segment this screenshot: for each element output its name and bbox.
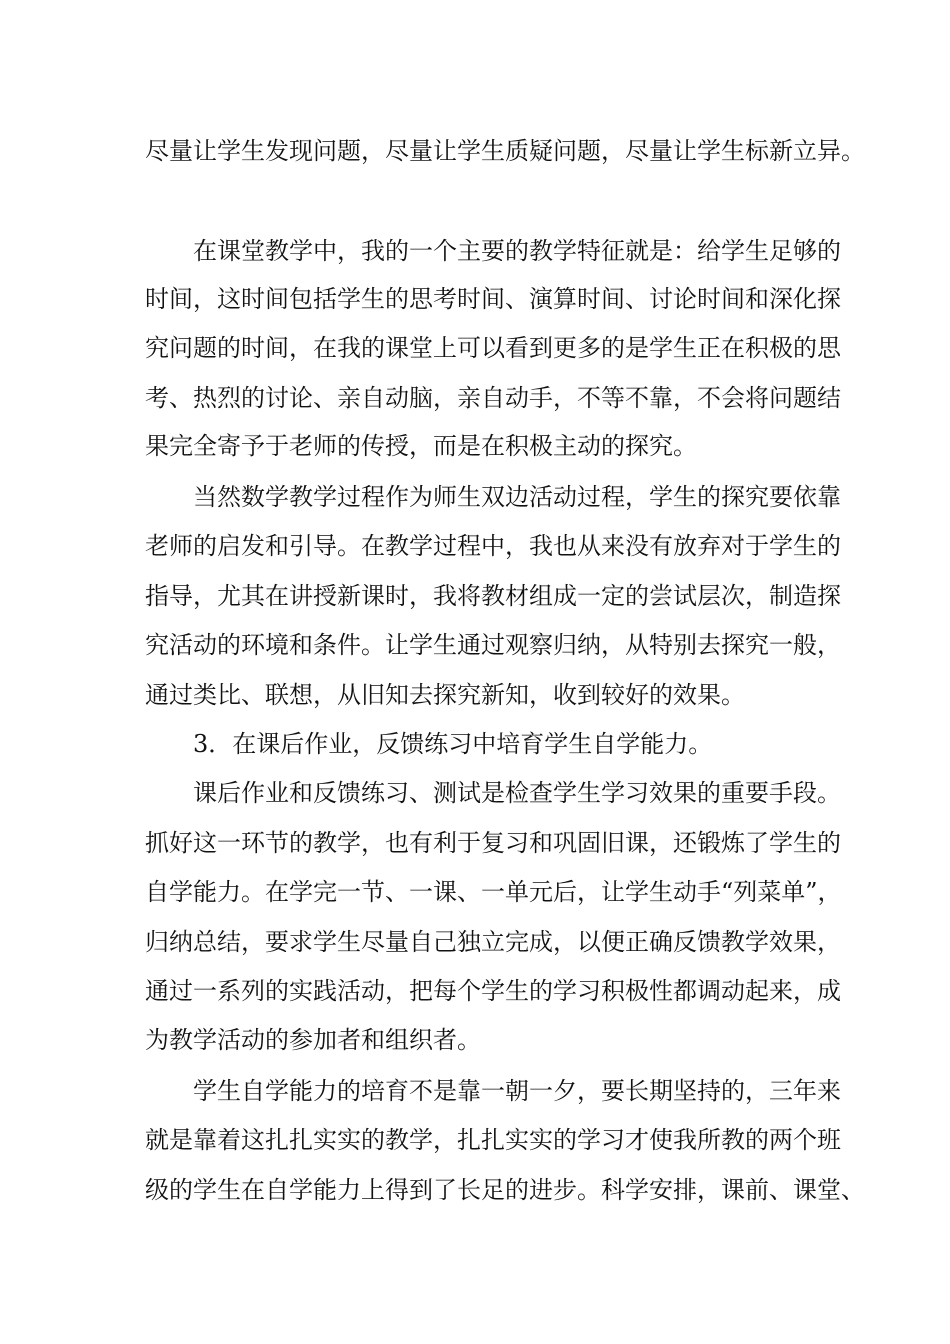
text-line: 学生自学能力的培育不是靠一朝一夕，要长期坚持的，三年来	[193, 1077, 841, 1105]
text-line: 自学能力。在学完一节、一课、一单元后，让学生动手“列菜单”，	[145, 878, 842, 906]
text-line: 老师的启发和引导。在教学过程中，我也从来没有放弃对于学生的	[145, 532, 841, 560]
text-line: 级的学生在自学能力上得到了长足的进步。科学安排，课前、课堂、	[145, 1176, 865, 1204]
section-heading: 3．在课后作业，反馈练习中培育学生自学能力。	[193, 730, 713, 758]
text-line: 就是靠着这扎扎实实的教学，扎扎实实的学习才使我所教的两个班	[145, 1126, 841, 1154]
text-line: 在课堂教学中，我的一个主要的教学特征就是：给学生足够的	[193, 237, 841, 265]
text-line: 究问题的时间，在我的课堂上可以看到更多的是学生正在积极的思	[145, 334, 841, 362]
text-line: 课后作业和反馈练习、测试是检查学生学习效果的重要手段。	[193, 779, 841, 807]
text-line: 考、热烈的讨论、亲自动脑，亲自动手，不等不靠，不会将问题结	[145, 384, 841, 412]
text-line: 尽量让学生发现问题，尽量让学生质疑问题，尽量让学生标新立异。	[145, 137, 865, 165]
text-line: 时间，这时间包括学生的思考时间、演算时间、讨论时间和深化探	[145, 285, 841, 313]
text-line: 指导，尤其在讲授新课时，我将教材组成一定的尝试层次，制造探	[145, 582, 841, 610]
text-line: 归纳总结，要求学生尽量自己独立完成，以便正确反馈教学效果，	[145, 928, 841, 956]
text-line: 当然数学教学过程作为师生双边活动过程，学生的探究要依靠	[193, 483, 841, 511]
text-line: 通过类比、联想，从旧知去探究新知，收到较好的效果。	[145, 681, 745, 709]
text-line: 抓好这一环节的教学，也有利于复习和巩固旧课，还锻炼了学生的	[145, 829, 841, 857]
text-line: 为教学活动的参加者和组织者。	[145, 1026, 481, 1054]
text-line: 果完全寄予于老师的传授，而是在积极主动的探究。	[145, 432, 697, 460]
text-line: 究活动的环境和条件。让学生通过观察归纳，从特别去探究一般，	[145, 631, 841, 659]
text-line: 通过一系列的实践活动，把每个学生的学习积极性都调动起来，成	[145, 977, 841, 1005]
